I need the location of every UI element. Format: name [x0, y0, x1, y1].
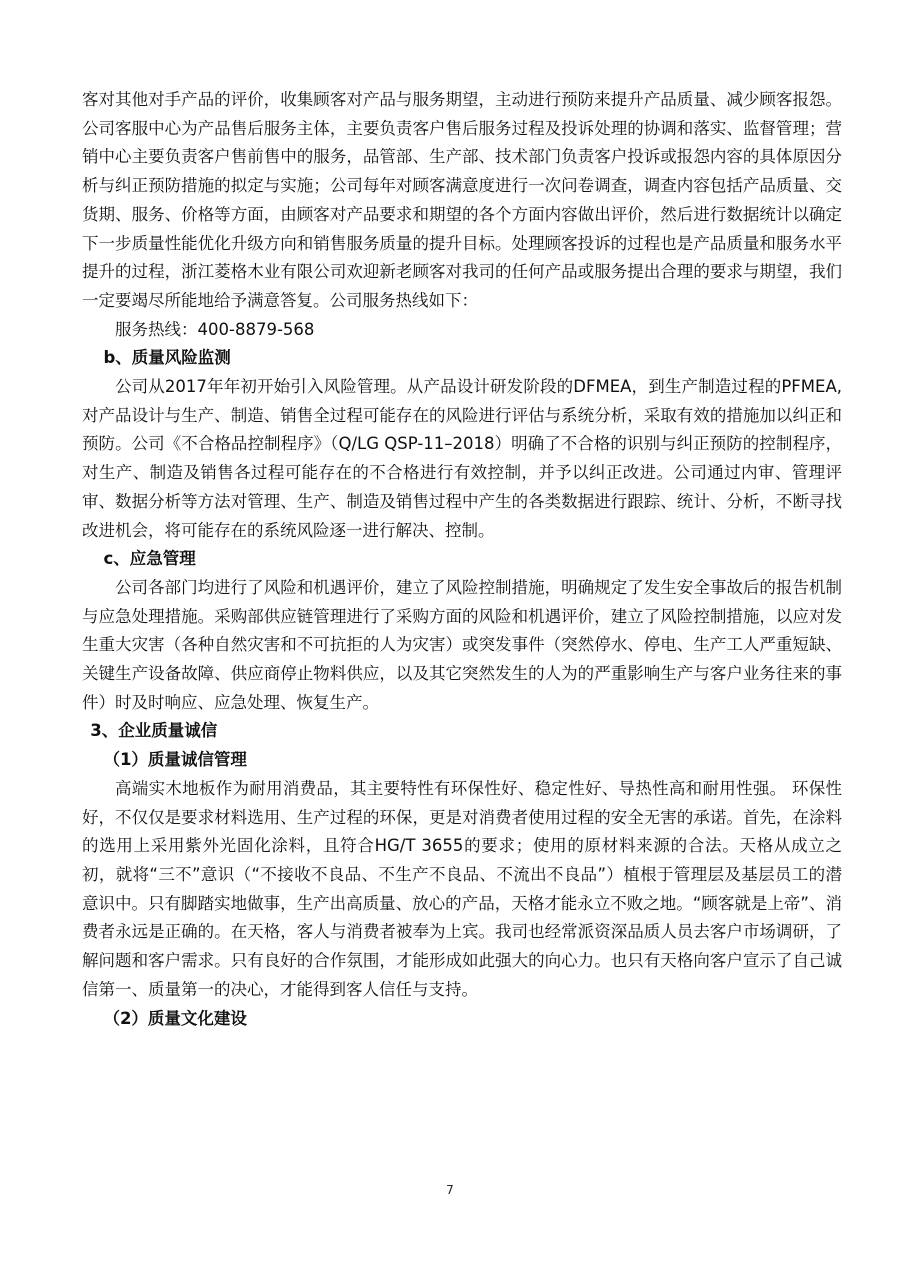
paragraph-emergency-management: 公司各部门均进行了风险和机遇评价，建立了风险控制措施，明确规定了发生安全事故后的报告机制与应急处理措施。采购部供应链管理进行了采购方面的风险和机遇评价，建立了风险控制措施，以应对发生重大灾害（各种自然灾害和不可抗拒的人为灾害）或突发事件（突然停水、停电、生产工人严重短缺、关键生产设备故障、供应商停止物料供应，以及其它突然发生的人为的严重影响生产与客户业务往来的事件）时及时响应、应急处理、恢复生产。 [82, 577, 842, 712]
heading-integrity-management: （1）质量诚信管理 [103, 750, 247, 770]
paragraph-customer-service: 客对其他对手产品的评价，收集顾客对产品与服务期望，主动进行预防来提升产品质量、减少顾客报怨。公司客服中心为产品售后服务主体，主要负责客户售后服务过程及投诉处理的协调和落实、监督管理；营销中心主要负责客户售前售中的服务，品管部、生产部、技术部门负责客户投诉或报怨内容的具体原因分析与纠正预防措施的拟定与实施；公司每年对顾客满意度进行一次问卷调查，调查内容包括产品质量、交货期、服务、价格等方面，由顾客对产品要求和期望的各个方面内容做出评价，然后进行数据统计以确定下一步质量性能优化升级方向和销售服务质量的提升目标。处理顾客投诉的过程也是产品质量和服务水平提升的过程，浙江菱格木业有限公司欢迎新老顾客对我司的任何产品或服务提出合理的要求与期望，我们一定要竭尽所能地给予满意答复。公司服务热线如下： [82, 90, 842, 310]
page-number: 7 [446, 1183, 454, 1197]
heading-emergency-management: c、应急管理 [103, 549, 196, 569]
heading-quality-integrity: 3、企业质量诚信 [90, 721, 218, 741]
paragraph-integrity-management: 高端实木地板作为耐用消费品，其主要特性有环保性好、稳定性好、导热性高和耐用性强。 环保性好，不仅仅是要求材料选用、生产过程的环保，更是对消费者使用过程的安全无害的承诺。首先，在涂料的选用上采用紫外光固化涂料，且符合HG/T 3655的要求；使用的原材料来源的合法。天格从成立之初，就将“三不”意识（“不接收不良品、不生产不良品、不流出不良品”）植根于管理层及基层员工的潜意识中。只有脚踏实地做事，生产出高质量、放心的产品，天格才能永立不败之地。“顾客就是上帝”、消费者永远是正确的。在天格，客人与消费者被奉为上宾。我司也经常派资深品质人员去客户市场调研，了解问题和客户需求。只有良好的合作氛围，才能形成如此强大的向心力。也只有天格向客户宣示了自己诚信第一、质量第一的决心，才能得到客人信任与支持。 [82, 778, 842, 999]
heading-quality-risk-monitoring: b、质量风险监测 [103, 348, 231, 368]
document-body [82, 86, 842, 1033]
paragraph-risk-monitoring: 公司从2017年年初开始引入风险管理。从产品设计研发阶段的DFMEA，到生产制造过程的PFMEA,对产品设计与生产、制造、销售全过程可能存在的风险进行评估与系统分析，采取有效的措施加以纠正和预防。公司《不合格品控制程序》（Q/LG QSP-11–2018）明确了不合格的识别与纠正预防的控制程序，对生产、制造及销售各过程可能存在的不合格进行有效控制，并予以纠正改进。公司通过内审、管理评审、数据分析等方法对管理、生产、制造及销售过程中产生的各类数据进行跟踪、统计、分析，不断寻找改进机会，将可能存在的系统风险逐一进行解决、控制。 [82, 377, 842, 540]
service-hotline: 服务热线：400-8879-568 [115, 319, 315, 339]
heading-quality-culture: （2）质量文化建设 [103, 1008, 247, 1028]
